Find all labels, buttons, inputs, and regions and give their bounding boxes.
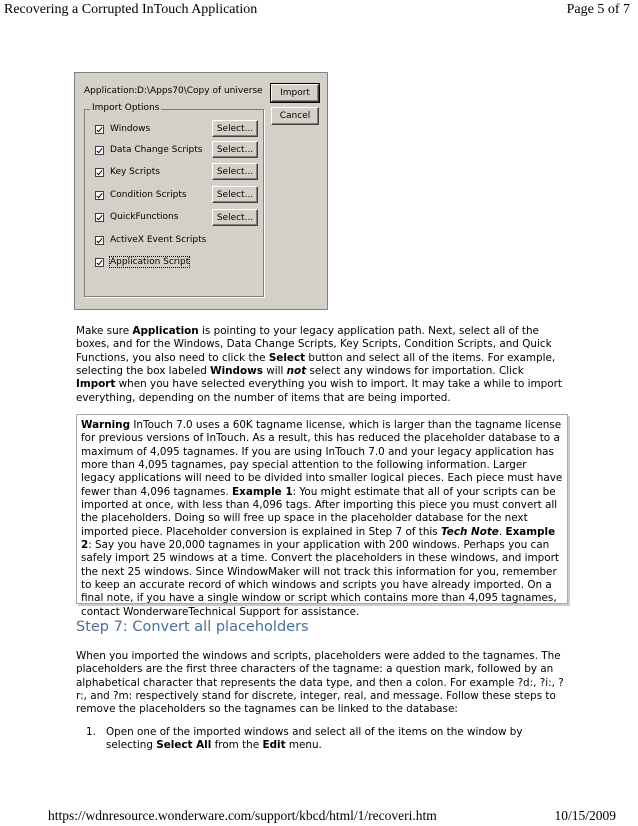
import-options-group — [84, 103, 264, 297]
checkbox-checked-icon[interactable] — [95, 146, 104, 155]
footer-date: 10/15/2009 — [554, 808, 616, 823]
select-condition-scripts-button[interactable]: Select... — [212, 186, 258, 203]
step-7-list — [86, 726, 566, 753]
step-7-heading: Step 7: Convert all placeholders — [76, 619, 309, 635]
checkbox-checked-icon[interactable] — [95, 125, 104, 134]
import-button[interactable]: Import — [271, 84, 319, 102]
option-label: ActiveX Event Scripts — [110, 235, 207, 245]
checkbox-checked-icon[interactable] — [95, 168, 104, 177]
option-label: Application Script — [110, 257, 190, 267]
option-label: QuickFunctions — [110, 212, 179, 222]
select-key-scripts-button[interactable]: Select... — [212, 163, 258, 180]
option-activex-event-scripts[interactable] — [95, 233, 206, 247]
checkbox-checked-icon[interactable] — [95, 191, 104, 200]
header-title: Recovering a Corrupted InTouch Application — [4, 2, 258, 17]
option-label: Windows — [110, 124, 151, 134]
warning-box: Warning InTouch 7.0 uses a 60K tagname license, which is larger than the tagname license for previous versions of InTouch. As a result, this has reduced the placeholder database to a maximum of 4,095 tagnames. If you are using InTouch 7.0 and your legacy application has more than 4,095 tagnames, pay special attention to the following information. Larger legacy applications will need to be divided into smaller logical pieces. Each piece must have fewer than 4,096 tagnames. Example 1: You might estimate that all of your scripts can be imported at once, with less than 4,096 tags. After importing this piece you must convert all the placeholders. Doing so will free up space in the placeholder database for the next imported piece. Placeholder conversion is explained in Step 7 of this Tech Note. Example 2: Say you have 20,000 tagnames in your application with 200 windows. Perhaps you can safely import 25 windows at a time. Convert the placeholders in these windows, and import the next 25 windows. Since WindowMaker will not track this information for you, remember to keep an accurate record of which windows and scripts you have already imported. On a final note, if you have a single window or script which contains more than 4,095 tagnames, contact WonderwareTechnical Support for assistance. — [76, 414, 568, 604]
footer-url: https://wdnresource.wonderware.com/support/kbcd/html/1/recoveri.htm — [48, 808, 437, 823]
select-windows-button[interactable]: Select... — [212, 120, 258, 137]
option-label: Data Change Scripts — [110, 145, 203, 155]
option-application-script[interactable] — [95, 255, 189, 269]
header-page-number: Page 5 of 7 — [566, 2, 630, 17]
checkbox-checked-icon[interactable] — [95, 236, 104, 245]
list-item-text: Open one of the imported windows and select all of the items on the window by selecting Select All from the Edit menu. — [106, 726, 523, 752]
option-quickfunctions[interactable] — [95, 210, 178, 224]
option-label: Condition Scripts — [110, 190, 187, 200]
option-windows[interactable] — [95, 122, 150, 136]
application-label: Application: — [84, 86, 138, 96]
instructions-paragraph: Make sure Application is pointing to your legacy application path. Next, select all of the boxes, and for the Windows, Data Change Scripts, Key Scripts, Condition Scripts, and Quick Functions, you also need to click the Select button and select all of the items. For example, selecting the box labeled Windows will not select any windows for importation. Click Import when you have selected everything you wish to import. It may take a while to import everything, depending on the number of items that are being imported. — [76, 325, 562, 404]
step-7-paragraph: When you imported the windows and scripts, placeholders were added to the tagnames. The placeholders are the first three characters of the tagname: a question mark, followed by an alphabetical character that represents the data type, and then a colon. For example ?d:, ?i:, ?r:, and ?m: respectively stand for discrete, integer, real, and message. Follow these steps to remove the placeholders so the tagnames can be linked to the database: — [76, 650, 564, 716]
list-item — [86, 726, 566, 753]
import-options-title: Import Options — [92, 103, 160, 113]
import-dialog — [74, 72, 328, 310]
list-item-number: 1. — [86, 726, 96, 738]
option-data-change-scripts[interactable] — [95, 143, 202, 157]
option-key-scripts[interactable] — [95, 165, 160, 179]
select-quickfunctions-button[interactable]: Select... — [212, 209, 258, 226]
select-data-change-scripts-button[interactable]: Select... — [212, 141, 258, 158]
option-condition-scripts[interactable] — [95, 188, 187, 202]
checkbox-checked-icon[interactable] — [95, 213, 104, 222]
checkbox-checked-icon[interactable] — [95, 258, 104, 267]
cancel-button[interactable]: Cancel — [271, 107, 319, 125]
option-label: Key Scripts — [110, 167, 160, 177]
application-path: D:\Apps70\Copy of universe — [137, 86, 263, 96]
